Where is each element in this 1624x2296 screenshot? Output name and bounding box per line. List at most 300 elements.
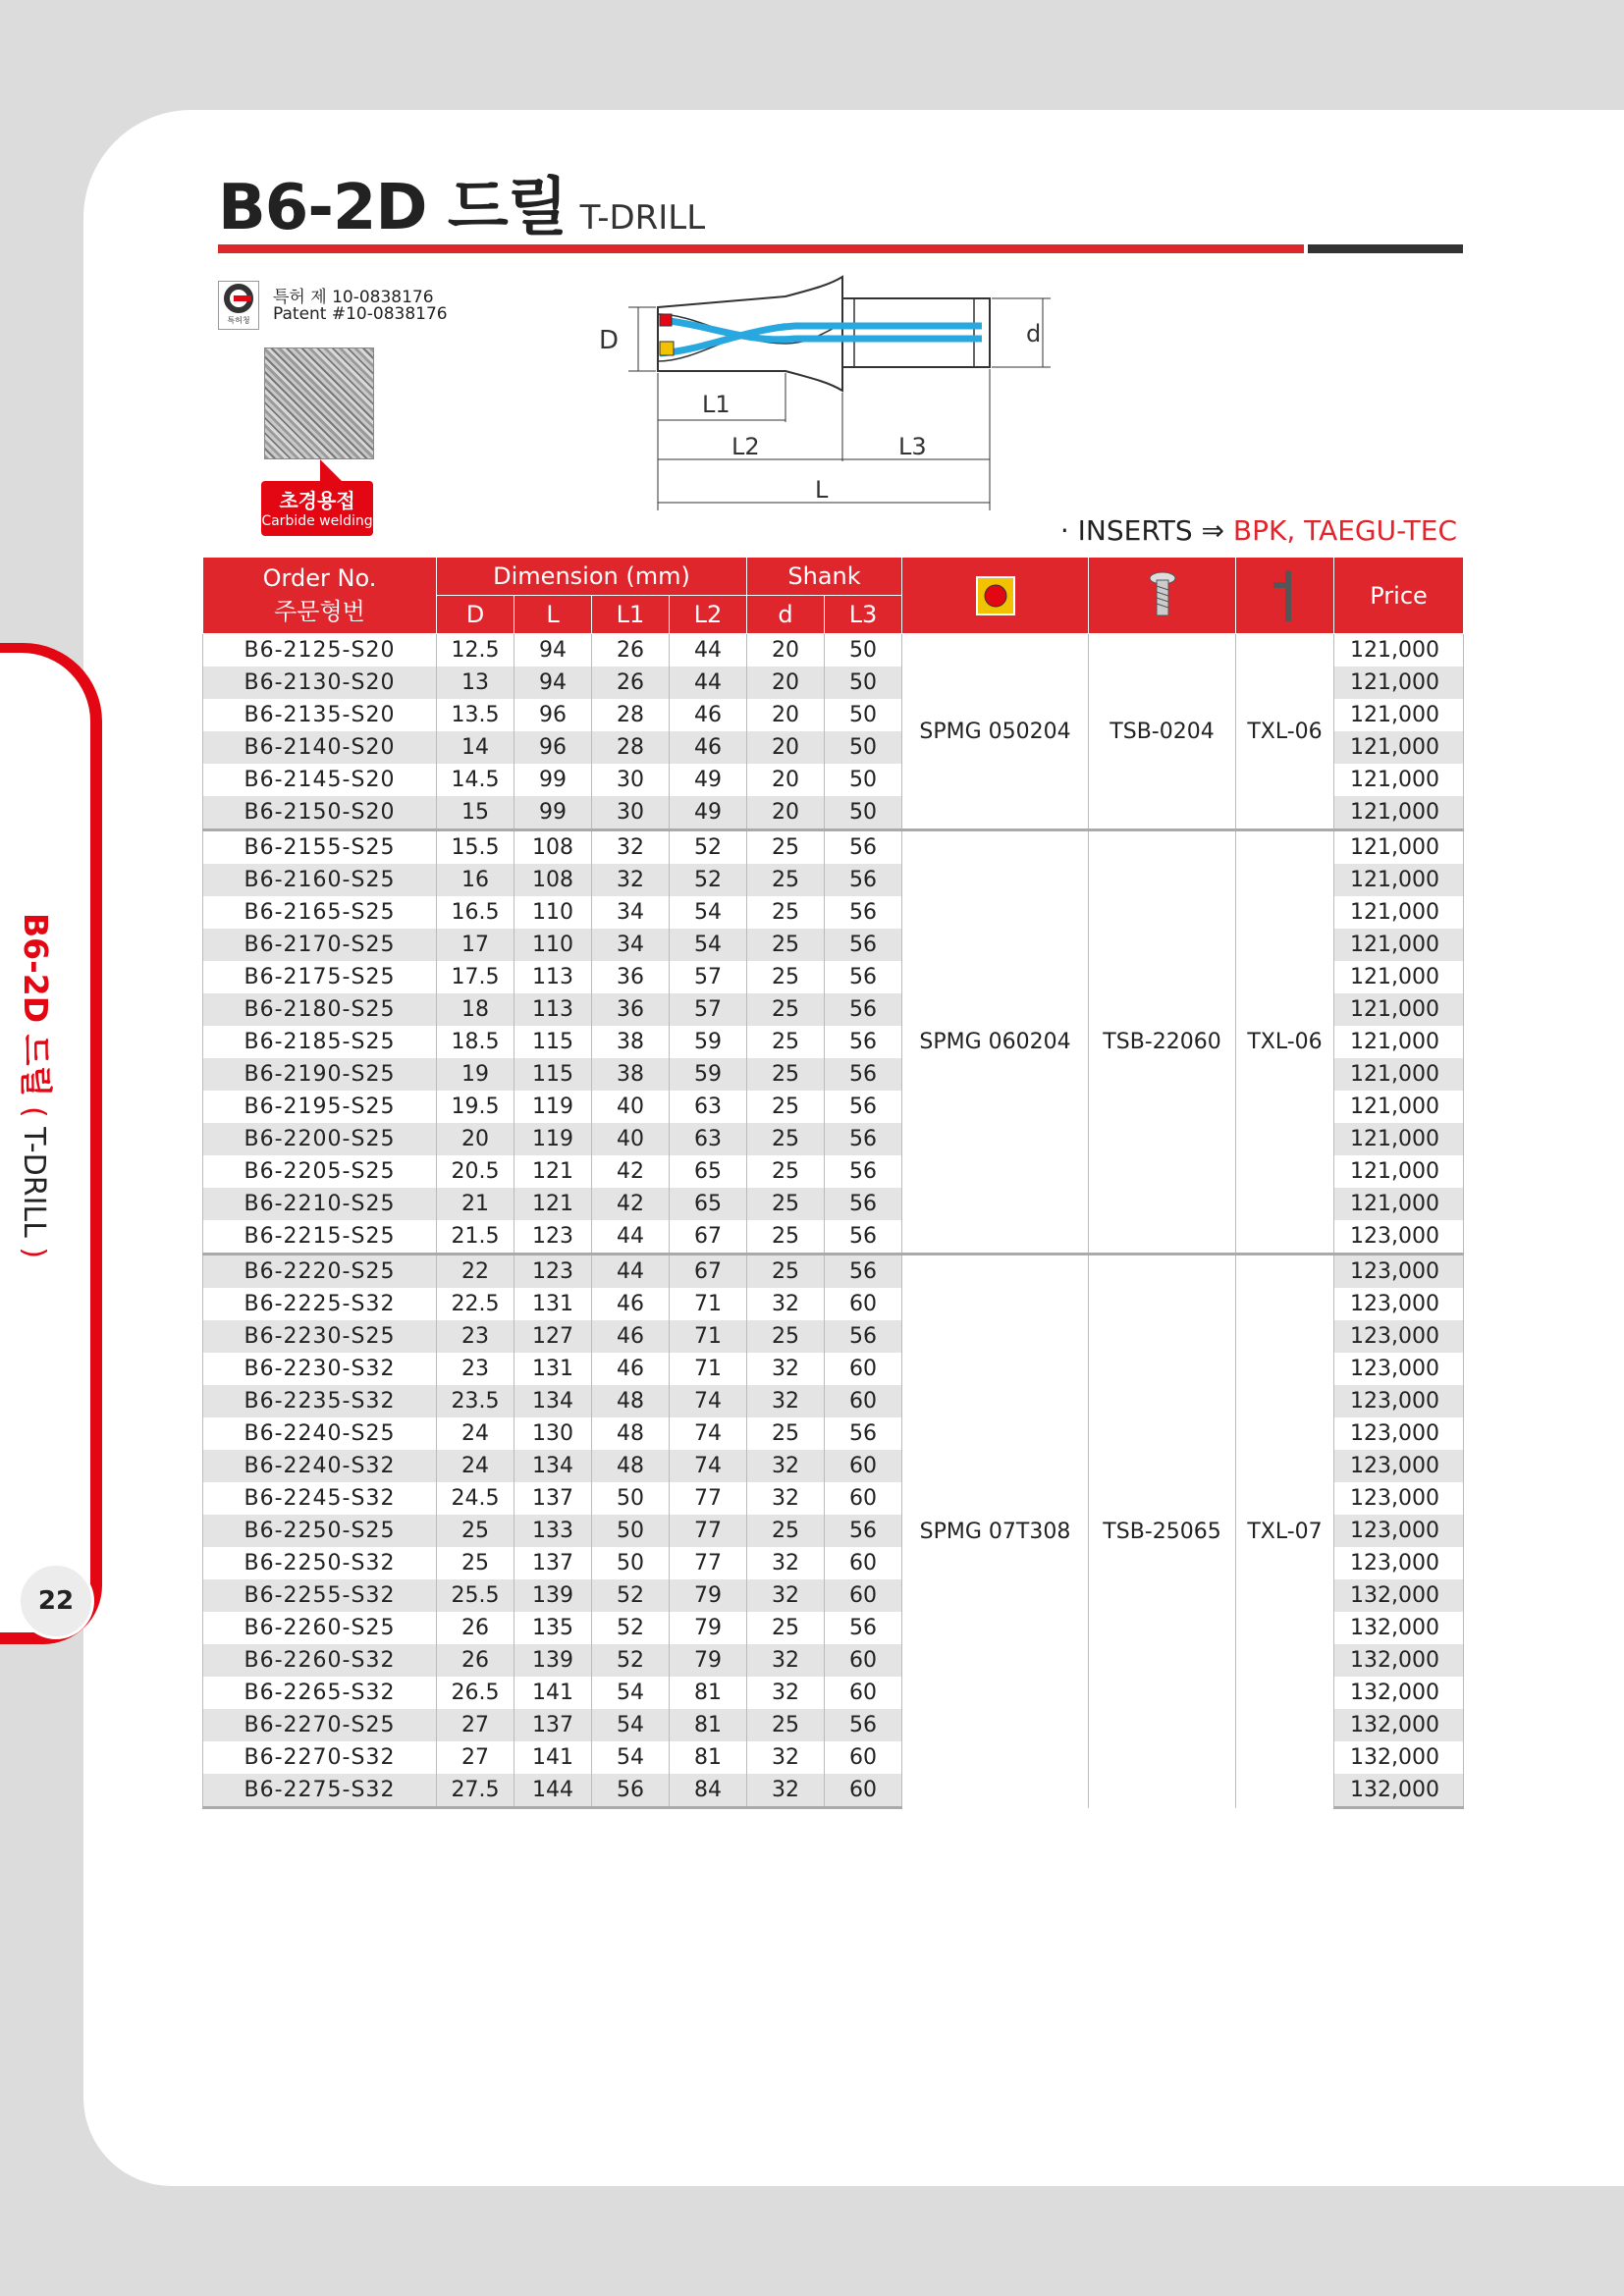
dimension-cell: 20 (747, 634, 825, 667)
dimension-cell: 20 (437, 1123, 514, 1155)
order-code-cell: B6-2155-S25 (203, 830, 437, 865)
dimension-cell: 56 (825, 864, 902, 896)
dimension-cell: 25 (747, 1058, 825, 1091)
price-cell: 123,000 (1334, 1482, 1464, 1515)
dimension-cell: 48 (592, 1450, 670, 1482)
diagram-label-d: d (1026, 320, 1042, 347)
dimension-cell: 19 (437, 1058, 514, 1091)
dimension-cell: 56 (825, 1515, 902, 1547)
dimension-cell: 30 (592, 764, 670, 796)
dimension-cell: 32 (747, 1644, 825, 1677)
dimension-cell: 56 (825, 1026, 902, 1058)
dimension-cell: 108 (514, 830, 592, 865)
dimension-cell: 123 (514, 1255, 592, 1289)
price-cell: 121,000 (1334, 1091, 1464, 1123)
price-cell: 121,000 (1334, 929, 1464, 961)
dimension-cell: 121 (514, 1188, 592, 1220)
order-code-cell: B6-2200-S25 (203, 1123, 437, 1155)
price-cell: 121,000 (1334, 993, 1464, 1026)
dimension-cell: 46 (592, 1353, 670, 1385)
dimension-cell: 108 (514, 864, 592, 896)
dimension-cell: 144 (514, 1774, 592, 1808)
dimension-cell: 131 (514, 1353, 592, 1385)
dimension-cell: 50 (825, 699, 902, 731)
dimension-cell: 20 (747, 796, 825, 830)
dimension-cell: 44 (592, 1220, 670, 1255)
dimension-cell: 36 (592, 961, 670, 993)
dimension-cell: 25 (437, 1515, 514, 1547)
dimension-cell: 49 (670, 764, 747, 796)
dimension-cell: 52 (670, 864, 747, 896)
screw-cell: TSB-22060 (1089, 830, 1236, 1255)
order-code-cell: B6-2240-S32 (203, 1450, 437, 1482)
dimension-cell: 99 (514, 796, 592, 830)
dimension-cell: 81 (670, 1741, 747, 1774)
dimension-cell: 96 (514, 731, 592, 764)
side-tab-label: B6-2D 드릴 ( T-DRILL ) (17, 913, 55, 1259)
dimension-cell: 79 (670, 1644, 747, 1677)
patent-number-ko: 특허 제 10-0838176 (273, 288, 434, 307)
price-cell: 123,000 (1334, 1547, 1464, 1579)
dimension-cell: 25 (747, 830, 825, 865)
dimension-cell: 38 (592, 1026, 670, 1058)
dimension-cell: 139 (514, 1644, 592, 1677)
dimension-cell: 60 (825, 1547, 902, 1579)
dimension-cell: 52 (670, 830, 747, 865)
dimension-cell: 25 (747, 993, 825, 1026)
dimension-cell: 26 (592, 634, 670, 667)
screw-icon (1148, 570, 1177, 621)
header-dimension: Dimension (mm) (437, 558, 747, 596)
dimension-cell: 139 (514, 1579, 592, 1612)
dimension-cell: 94 (514, 667, 592, 699)
header-screw (1089, 558, 1236, 634)
dimension-cell: 13 (437, 667, 514, 699)
order-code-cell: B6-2215-S25 (203, 1220, 437, 1255)
price-cell: 121,000 (1334, 1188, 1464, 1220)
dimension-cell: 141 (514, 1741, 592, 1774)
dimension-cell: 23 (437, 1353, 514, 1385)
dimension-cell: 56 (825, 993, 902, 1026)
order-code-cell: B6-2170-S25 (203, 929, 437, 961)
dimension-cell: 56 (825, 1058, 902, 1091)
dimension-cell: 42 (592, 1155, 670, 1188)
dimension-cell: 65 (670, 1188, 747, 1220)
order-code-cell: B6-2245-S32 (203, 1482, 437, 1515)
dimension-cell: 25 (747, 1612, 825, 1644)
dimension-cell: 32 (592, 830, 670, 865)
dimension-cell: 56 (825, 961, 902, 993)
dimension-cell: 26 (437, 1612, 514, 1644)
dimension-cell: 23 (437, 1320, 514, 1353)
dimension-cell: 54 (592, 1709, 670, 1741)
dimension-cell: 25 (747, 1123, 825, 1155)
dimension-cell: 15 (437, 796, 514, 830)
wrench-cell: TXL-07 (1236, 1255, 1334, 1808)
dimension-cell: 30 (592, 796, 670, 830)
dimension-cell: 131 (514, 1288, 592, 1320)
dimension-cell: 44 (670, 667, 747, 699)
title-rule-red (218, 244, 1304, 253)
dimension-cell: 25 (747, 1188, 825, 1220)
dimension-cell: 57 (670, 961, 747, 993)
dimension-cell: 25 (747, 1515, 825, 1547)
dimension-cell: 56 (825, 1612, 902, 1644)
dimension-cell: 54 (670, 929, 747, 961)
diagram-label-L3: L3 (898, 433, 927, 460)
insert-cell: SPMG 060204 (902, 830, 1089, 1255)
dimension-cell: 25 (747, 1320, 825, 1353)
dimension-cell: 32 (747, 1353, 825, 1385)
order-code-cell: B6-2220-S25 (203, 1255, 437, 1289)
dimension-cell: 71 (670, 1353, 747, 1385)
wrench-cell: TXL-06 (1236, 634, 1334, 830)
dimension-cell: 20.5 (437, 1155, 514, 1188)
price-cell: 123,000 (1334, 1515, 1464, 1547)
price-cell: 123,000 (1334, 1255, 1464, 1289)
price-cell: 123,000 (1334, 1288, 1464, 1320)
dimension-cell: 60 (825, 1677, 902, 1709)
dimension-cell: 18 (437, 993, 514, 1026)
dimension-cell: 46 (670, 731, 747, 764)
order-code-cell: B6-2250-S32 (203, 1547, 437, 1579)
dimension-cell: 52 (592, 1579, 670, 1612)
dimension-cell: 137 (514, 1709, 592, 1741)
dimension-cell: 34 (592, 929, 670, 961)
order-code-cell: B6-2185-S25 (203, 1026, 437, 1058)
dimension-cell: 77 (670, 1482, 747, 1515)
dimension-cell: 40 (592, 1123, 670, 1155)
dimension-cell: 25 (437, 1547, 514, 1579)
patent-office-logo: 특허청 (218, 281, 259, 330)
dimension-cell: 96 (514, 699, 592, 731)
dimension-cell: 32 (747, 1741, 825, 1774)
dimension-cell: 40 (592, 1091, 670, 1123)
dimension-cell: 25 (747, 1709, 825, 1741)
header-L3: L3 (825, 596, 902, 634)
dimension-cell: 130 (514, 1417, 592, 1450)
price-cell: 132,000 (1334, 1677, 1464, 1709)
dimension-cell: 71 (670, 1288, 747, 1320)
dimension-cell: 17.5 (437, 961, 514, 993)
order-code-cell: B6-2195-S25 (203, 1091, 437, 1123)
table-row (203, 1255, 1464, 1289)
dimension-cell: 50 (825, 634, 902, 667)
dimension-cell: 32 (747, 1547, 825, 1579)
dimension-cell: 13.5 (437, 699, 514, 731)
price-cell: 121,000 (1334, 1155, 1464, 1188)
dimension-cell: 25 (747, 1220, 825, 1255)
dimension-cell: 141 (514, 1677, 592, 1709)
order-code-cell: B6-2240-S25 (203, 1417, 437, 1450)
header-d: d (747, 596, 825, 634)
dimension-cell: 25 (747, 961, 825, 993)
dimension-cell: 110 (514, 896, 592, 929)
price-cell: 121,000 (1334, 961, 1464, 993)
dimension-cell: 46 (592, 1288, 670, 1320)
dimension-cell: 79 (670, 1612, 747, 1644)
dimension-cell: 115 (514, 1058, 592, 1091)
order-code-cell: B6-2175-S25 (203, 961, 437, 993)
price-cell: 123,000 (1334, 1220, 1464, 1255)
dimension-cell: 25 (747, 1155, 825, 1188)
dimension-cell: 12.5 (437, 634, 514, 667)
order-code-cell: B6-2265-S32 (203, 1677, 437, 1709)
header-order-no: Order No. 주문형번 (203, 558, 437, 634)
page-number: 22 (18, 1563, 94, 1639)
dimension-cell: 57 (670, 993, 747, 1026)
dimension-cell: 123 (514, 1220, 592, 1255)
dimension-cell: 32 (592, 864, 670, 896)
dimension-cell: 48 (592, 1417, 670, 1450)
dimension-cell: 26 (592, 667, 670, 699)
dimension-cell: 134 (514, 1450, 592, 1482)
order-code-cell: B6-2250-S25 (203, 1515, 437, 1547)
price-cell: 123,000 (1334, 1320, 1464, 1353)
dimension-cell: 67 (670, 1255, 747, 1289)
header-D: D (437, 596, 514, 634)
dimension-cell: 113 (514, 961, 592, 993)
diagram-label-L2: L2 (731, 433, 760, 460)
dimension-cell: 56 (825, 1417, 902, 1450)
dimension-cell: 50 (825, 731, 902, 764)
dimension-cell: 56 (825, 929, 902, 961)
dimension-cell: 46 (670, 699, 747, 731)
carbide-weld-photo (264, 347, 374, 459)
dimension-cell: 18.5 (437, 1026, 514, 1058)
order-code-cell: B6-2150-S20 (203, 796, 437, 830)
dimension-cell: 20 (747, 731, 825, 764)
dimension-cell: 56 (825, 1709, 902, 1741)
dimension-cell: 60 (825, 1288, 902, 1320)
order-code-cell: B6-2180-S25 (203, 993, 437, 1026)
dimension-cell: 65 (670, 1155, 747, 1188)
price-cell: 132,000 (1334, 1774, 1464, 1808)
dimension-cell: 25 (747, 1417, 825, 1450)
dimension-cell: 32 (747, 1677, 825, 1709)
dimension-cell: 115 (514, 1026, 592, 1058)
price-cell: 121,000 (1334, 764, 1464, 796)
dimension-cell: 60 (825, 1353, 902, 1385)
page-title (218, 157, 705, 247)
price-cell: 123,000 (1334, 1450, 1464, 1482)
order-code-cell: B6-2225-S32 (203, 1288, 437, 1320)
dimension-cell: 137 (514, 1482, 592, 1515)
dimension-cell: 20 (747, 699, 825, 731)
dimension-cell: 56 (592, 1774, 670, 1808)
dimension-cell: 22 (437, 1255, 514, 1289)
dimension-cell: 16 (437, 864, 514, 896)
dimension-cell: 20 (747, 764, 825, 796)
order-code-cell: B6-2135-S20 (203, 699, 437, 731)
dimension-cell: 27.5 (437, 1774, 514, 1808)
dimension-cell: 22.5 (437, 1288, 514, 1320)
dimension-cell: 20 (747, 667, 825, 699)
dimension-cell: 50 (825, 796, 902, 830)
dimension-cell: 56 (825, 896, 902, 929)
dimension-cell: 32 (747, 1450, 825, 1482)
inserts-note: · INSERTS ⇒ BPK, TAEGU-TEC (1059, 514, 1457, 547)
header-insert (902, 558, 1089, 634)
price-cell: 123,000 (1334, 1385, 1464, 1417)
dimension-cell: 24.5 (437, 1482, 514, 1515)
dimension-cell: 50 (825, 667, 902, 699)
price-cell: 121,000 (1334, 1058, 1464, 1091)
header-shank: Shank (747, 558, 902, 596)
dimension-cell: 59 (670, 1026, 747, 1058)
dimension-cell: 28 (592, 731, 670, 764)
dimension-cell: 25 (747, 864, 825, 896)
drill-diagram (589, 275, 1070, 520)
dimension-cell: 23.5 (437, 1385, 514, 1417)
dimension-cell: 25 (747, 1026, 825, 1058)
dimension-cell: 81 (670, 1709, 747, 1741)
dimension-cell: 32 (747, 1482, 825, 1515)
order-code-cell: B6-2210-S25 (203, 1188, 437, 1220)
dimension-cell: 32 (747, 1579, 825, 1612)
dimension-cell: 137 (514, 1547, 592, 1579)
dimension-cell: 60 (825, 1644, 902, 1677)
dimension-cell: 50 (592, 1482, 670, 1515)
dimension-cell: 34 (592, 896, 670, 929)
order-code-cell: B6-2270-S32 (203, 1741, 437, 1774)
screw-cell: TSB-25065 (1089, 1255, 1236, 1808)
dimension-cell: 74 (670, 1417, 747, 1450)
dimension-cell: 56 (825, 1155, 902, 1188)
header-L1: L1 (592, 596, 670, 634)
order-code-cell: B6-2130-S20 (203, 667, 437, 699)
price-cell: 121,000 (1334, 896, 1464, 929)
header-L2: L2 (670, 596, 747, 634)
price-cell: 123,000 (1334, 1353, 1464, 1385)
dimension-cell: 27 (437, 1709, 514, 1741)
dimension-cell: 21.5 (437, 1220, 514, 1255)
dimension-cell: 56 (825, 830, 902, 865)
dimension-cell: 38 (592, 1058, 670, 1091)
dimension-cell: 25 (747, 929, 825, 961)
dimension-cell: 60 (825, 1579, 902, 1612)
dimension-cell: 25 (747, 1091, 825, 1123)
dimension-cell: 44 (592, 1255, 670, 1289)
order-code-cell: B6-2140-S20 (203, 731, 437, 764)
dimension-cell: 19.5 (437, 1091, 514, 1123)
price-cell: 121,000 (1334, 1026, 1464, 1058)
screw-cell: TSB-0204 (1089, 634, 1236, 830)
dimension-cell: 121 (514, 1155, 592, 1188)
price-cell: 121,000 (1334, 796, 1464, 830)
dimension-cell: 56 (825, 1123, 902, 1155)
dimension-cell: 54 (670, 896, 747, 929)
dimension-cell: 28 (592, 699, 670, 731)
dimension-cell: 36 (592, 993, 670, 1026)
price-cell: 121,000 (1334, 1123, 1464, 1155)
dimension-cell: 26 (437, 1644, 514, 1677)
dimension-cell: 50 (825, 764, 902, 796)
dimension-cell: 17 (437, 929, 514, 961)
dimension-cell: 27 (437, 1741, 514, 1774)
dimension-cell: 63 (670, 1091, 747, 1123)
wrench-cell: TXL-06 (1236, 830, 1334, 1255)
order-code-cell: B6-2255-S32 (203, 1579, 437, 1612)
order-code-cell: B6-2230-S32 (203, 1353, 437, 1385)
dimension-cell: 54 (592, 1741, 670, 1774)
order-code-cell: B6-2190-S25 (203, 1058, 437, 1091)
dimension-cell: 56 (825, 1091, 902, 1123)
dimension-cell: 50 (592, 1515, 670, 1547)
price-cell: 123,000 (1334, 1417, 1464, 1450)
dimension-cell: 60 (825, 1741, 902, 1774)
dimension-cell: 32 (747, 1288, 825, 1320)
title-sub: T-DRILL (579, 198, 706, 238)
dimension-cell: 56 (825, 1220, 902, 1255)
dimension-cell: 99 (514, 764, 592, 796)
dimension-cell: 44 (670, 634, 747, 667)
price-cell: 121,000 (1334, 731, 1464, 764)
dimension-cell: 119 (514, 1091, 592, 1123)
dimension-cell: 63 (670, 1123, 747, 1155)
diagram-label-L1: L1 (702, 391, 731, 418)
dimension-cell: 46 (592, 1320, 670, 1353)
order-code-cell: B6-2235-S32 (203, 1385, 437, 1417)
patent-number-en: Patent #10-0838176 (273, 304, 448, 324)
order-code-cell: B6-2275-S32 (203, 1774, 437, 1808)
spec-table (202, 557, 1464, 1809)
dimension-cell: 25 (747, 896, 825, 929)
price-cell: 121,000 (1334, 830, 1464, 865)
dimension-cell: 25.5 (437, 1579, 514, 1612)
insert-icon (974, 574, 1017, 617)
order-code-cell: B6-2260-S32 (203, 1644, 437, 1677)
dimension-cell: 48 (592, 1385, 670, 1417)
price-cell: 132,000 (1334, 1709, 1464, 1741)
dimension-cell: 56 (825, 1255, 902, 1289)
order-code-cell: B6-2260-S25 (203, 1612, 437, 1644)
dimension-cell: 135 (514, 1612, 592, 1644)
dimension-cell: 52 (592, 1644, 670, 1677)
dimension-cell: 25 (747, 1255, 825, 1289)
price-cell: 121,000 (1334, 634, 1464, 667)
dimension-cell: 21 (437, 1188, 514, 1220)
price-cell: 121,000 (1334, 699, 1464, 731)
diagram-label-D: D (599, 326, 620, 355)
header-L: L (514, 596, 592, 634)
dimension-cell: 94 (514, 634, 592, 667)
dimension-cell: 56 (825, 1188, 902, 1220)
dimension-cell: 84 (670, 1774, 747, 1808)
title-main: B6-2D 드릴 (218, 172, 568, 244)
dimension-cell: 14 (437, 731, 514, 764)
order-code-cell: B6-2205-S25 (203, 1155, 437, 1188)
dimension-cell: 15.5 (437, 830, 514, 865)
table-row (203, 830, 1464, 865)
dimension-cell: 77 (670, 1547, 747, 1579)
dimension-cell: 59 (670, 1058, 747, 1091)
dimension-cell: 113 (514, 993, 592, 1026)
dimension-cell: 32 (747, 1385, 825, 1417)
dimension-cell: 134 (514, 1385, 592, 1417)
order-code-cell: B6-2270-S25 (203, 1709, 437, 1741)
price-cell: 121,000 (1334, 864, 1464, 896)
dimension-cell: 56 (825, 1320, 902, 1353)
dimension-cell: 133 (514, 1515, 592, 1547)
dimension-cell: 74 (670, 1385, 747, 1417)
order-code-cell: B6-2145-S20 (203, 764, 437, 796)
dimension-cell: 60 (825, 1774, 902, 1808)
dimension-cell: 52 (592, 1612, 670, 1644)
dimension-cell: 60 (825, 1482, 902, 1515)
dimension-cell: 127 (514, 1320, 592, 1353)
dimension-cell: 77 (670, 1515, 747, 1547)
